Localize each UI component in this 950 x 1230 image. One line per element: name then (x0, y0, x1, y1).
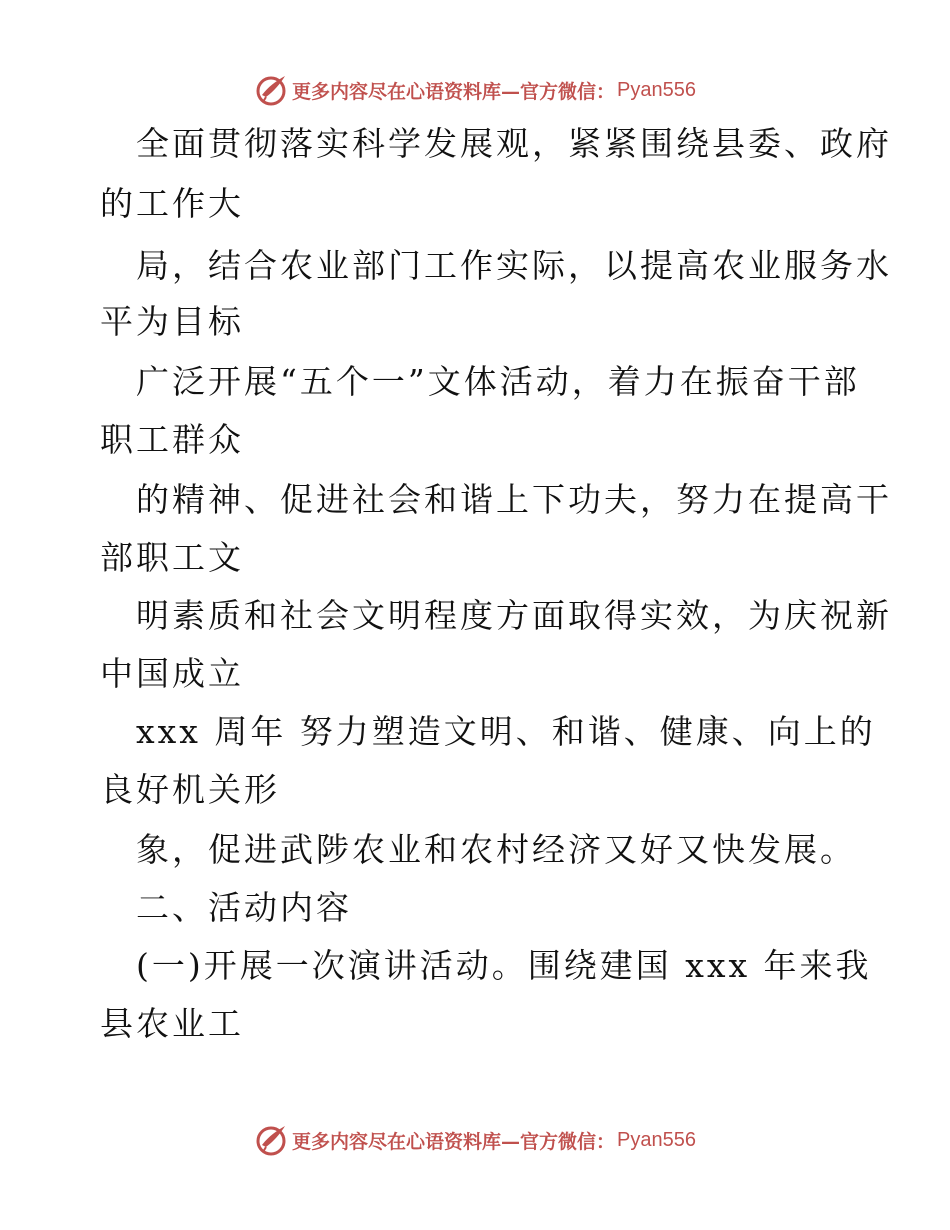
paragraph-line: (一)开展一次演讲活动。围绕建国 xxx 年来我 (136, 946, 872, 985)
paragraph-line: 的工作大 (100, 184, 244, 223)
watermark-wechat-id: Pyan556 (617, 1128, 696, 1151)
paragraph-line: 广泛开展“五个一”文体活动，着力在振奋干部 (136, 362, 860, 401)
paragraph-line: 平为目标 (100, 302, 244, 341)
paragraph-line: 县农业工 (100, 1004, 244, 1043)
header-watermark (0, 72, 950, 108)
paragraph-line: 中国成立 (100, 654, 244, 693)
paragraph-line: 部职工文 (100, 538, 244, 577)
watermark-wechat-id: Pyan556 (617, 78, 696, 101)
watermark-text: 更多内容尽在心语资料库—官方微信： (292, 80, 616, 103)
paragraph-line: 的精神、促进社会和谐上下功夫，努力在提高干 (136, 480, 892, 519)
paragraph-line: xxx 周年 努力塑造文明、和谐、健康、向上的 (136, 712, 876, 751)
paragraph-line: 局，结合农业部门工作实际，以提高农业服务水 (136, 246, 892, 285)
paragraph-line: 职工群众 (100, 420, 244, 459)
paragraph-line: 象，促进武陟农业和农村经济又好又快发展。 (136, 830, 856, 869)
footer-watermark (0, 1122, 950, 1158)
paragraph-line: 良好机关形 (100, 770, 280, 809)
section-heading: 二、活动内容 (136, 888, 352, 927)
paragraph-line: 全面贯彻落实科学发展观，紧紧围绕县委、政府 (136, 124, 892, 163)
watermark-text: 更多内容尽在心语资料库—官方微信： (292, 1130, 616, 1153)
paragraph-line: 明素质和社会文明程度方面取得实效，为庆祝新 (136, 596, 892, 635)
quill-seal-icon (254, 73, 288, 107)
quill-seal-icon (254, 1123, 288, 1157)
